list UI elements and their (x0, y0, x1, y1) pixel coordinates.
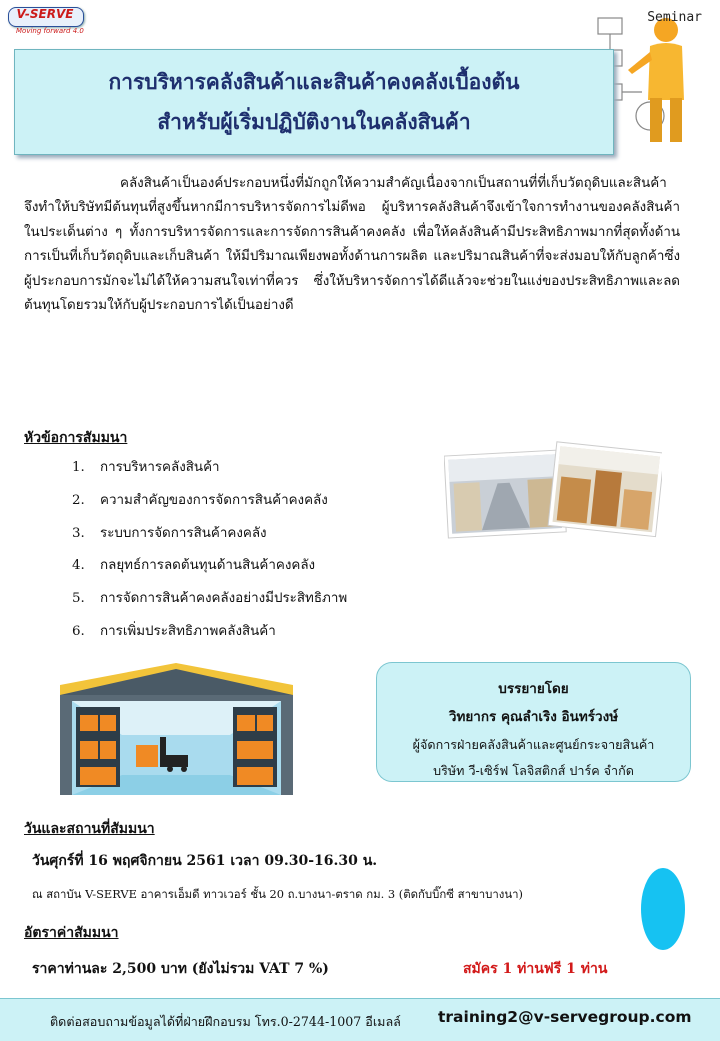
speaker-heading: บรรยายโดย (498, 681, 569, 697)
topic-number: 2. (72, 492, 85, 508)
topic-item (72, 618, 347, 651)
rate-heading: อัตราค่าสัมมนา (24, 925, 119, 941)
intro-paragraph: คลังสินค้าเป็นองค์ประกอบหนึ่งที่มักถูกให้ความสำคัญเนื่องจากเป็นสถานที่ที่เก็บวัตถุดิบและสินค้า จึงทำให้บริษัทมีต้นทุนที่สูงขึ้นหากมีการบริหารจัดการไม่ดีพอ ผู้บริหารคลังสินค้าจึงเข้าใจการทำงานของคลังสินค้าในประเด็นต่าง ๆ ทั้งการบริหารจัดการและการจัดการสินค้าคงคลัง เพื่อให้คลังสินค้ามีประสิทธิภาพมากที่สุดทั้งด้านการเป็นที่เก็บวัตถุดิบและเก็บสินค้า ให้มีปริมาณเพียงพอทั้งด้านการผลิต และปริมาณสินค้าที่จะส่งมอบให้กับลูกค้าซึ่งผู้ประกอบการมักจะไม่ได้ให้ความสนใจเท่าที่ควร ซึ่งให้บริหารจัดการได้ดีแล้วจะช่วยในแง่ของประสิทธิภาพและลดต้นทุนโดยรวมให้กับผู้ประกอบการได้เป็นอย่างดี (24, 176, 680, 314)
speaker-name: วิทยากร คุณลำเริง อินทร์วงษ์ (448, 709, 619, 725)
topic-label: ความสำคัญของการจัดการสินค้าคงคลัง (100, 492, 328, 508)
topic-number: 4. (72, 558, 85, 574)
topic-number: 3. (72, 525, 85, 541)
decorative-oval (641, 868, 685, 950)
seminar-price: ราคาท่านละ 2,500 บาท (ยังไม่รวม VAT 7 %) (32, 961, 329, 977)
schedule-heading: วันและสถานที่สัมมนา (24, 821, 155, 837)
topic-number: 5. (72, 591, 85, 607)
promo-text: สมัคร 1 ท่านฟรี 1 ท่าน (463, 961, 608, 977)
topic-label: กลยุทธ์การลดต้นทุนด้านสินค้าคงคลัง (100, 558, 316, 574)
topic-item (72, 454, 347, 487)
speaker-panel (376, 662, 691, 782)
topics-heading: หัวข้อการสัมมนา (24, 430, 128, 446)
warehouse-illustration-image (60, 655, 293, 795)
vserve-logo (6, 4, 86, 40)
topic-number: 6. (72, 623, 85, 639)
topics-list (72, 454, 347, 651)
warehouse-photo-image (444, 441, 662, 541)
contact-email-link[interactable]: training2@v-servegroup.com (438, 1008, 692, 1026)
seminar-venue: ณ สถาบัน V-SERVE อาคารเอ็มดี ทาวเวอร์ ชั้น 20 ถ.บางนา-ตราด กม. 3 (ติดกับบิ๊กซี สาขาบางนา) (32, 887, 523, 901)
seminar-label: Seminar (647, 10, 702, 25)
topic-label: การเพิ่มประสิทธิภาพคลังสินค้า (100, 623, 276, 639)
title-panel (14, 49, 614, 155)
logo-tagline: Moving forward 4.0 (16, 27, 84, 35)
contact-text: ติดต่อสอบถามข้อมูลได้ที่ฝ่ายฝึกอบรม โทร.0-2744-1007 อีเมลล์ (50, 1014, 401, 1029)
seminar-date: วันศุกร์ที่ 16 พฤศจิกายน 2561 เวลา 09.30-16.30 น. (32, 853, 378, 869)
topic-item (72, 520, 347, 553)
intro-section (24, 172, 680, 318)
speaker-company: บริษัท วี-เซิร์ฟ โลจิสติกส์ ปาร์ค จำกัด (433, 763, 634, 778)
page-title-line1: การบริหารคลังสินค้าและสินค้าคงคลังเบื้องต้น (108, 69, 520, 94)
topic-item (72, 487, 347, 520)
logo-text: V-SERVE (16, 7, 74, 21)
contact-footer (0, 998, 720, 1041)
topic-label: การบริหารคลังสินค้า (100, 460, 220, 475)
topic-item (72, 585, 347, 618)
page-title-line2: สำหรับผู้เริ่มปฏิบัติงานในคลังสินค้า (157, 109, 471, 134)
speaker-position: ผู้จัดการฝ่ายคลังสินค้าและศูนย์กระจายสินค้า (412, 737, 655, 752)
topic-label: ระบบการจัดการสินค้าคงคลัง (100, 525, 267, 541)
topic-number: 1. (72, 460, 85, 475)
topic-label: การจัดการสินค้าคงคลังอย่างมีประสิทธิภาพ (100, 591, 348, 607)
topic-item (72, 552, 347, 585)
